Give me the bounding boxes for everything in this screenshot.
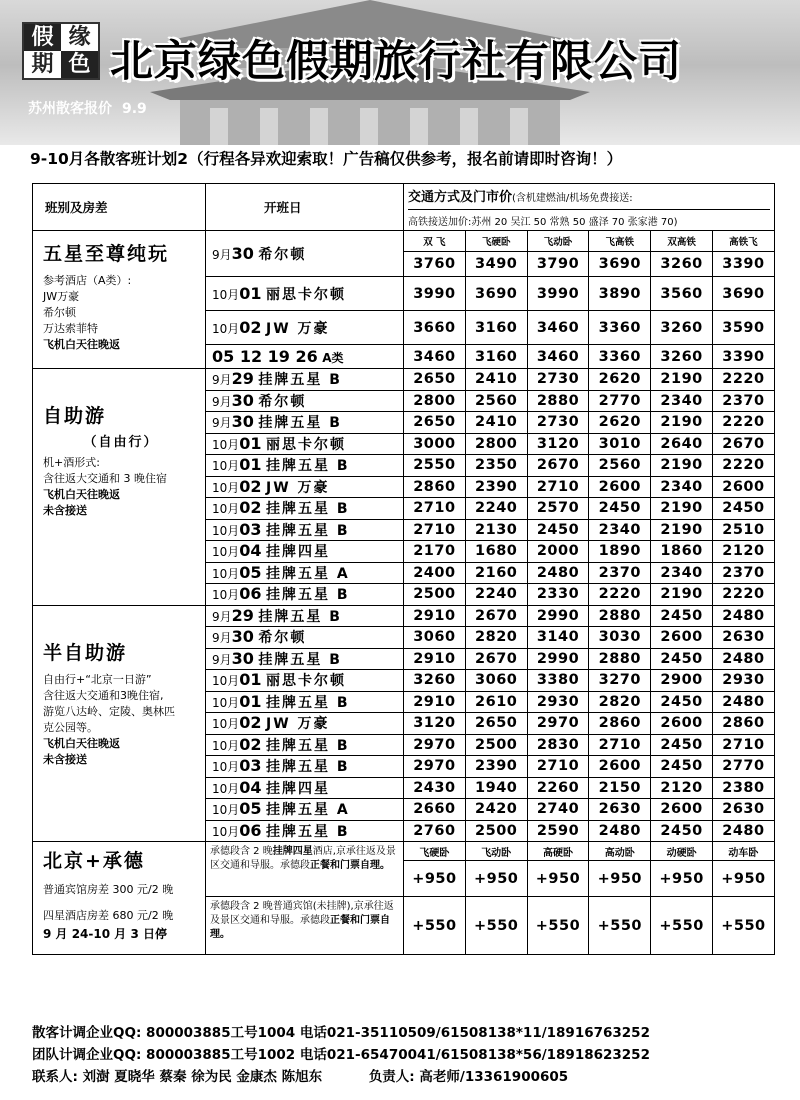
price-cell: 1940 (465, 777, 527, 799)
price-cell: 2420 (465, 799, 527, 821)
price-cell: 3120 (527, 433, 589, 455)
price-cell: 2450 (712, 498, 774, 520)
column-header: 高铁飞 (712, 231, 774, 252)
price-cell: 2770 (712, 756, 774, 778)
page-footer (32, 1022, 650, 1088)
price-cell: 2220 (712, 584, 774, 606)
header-transport-note: (含机建燃油/机场免费接送: (512, 193, 633, 204)
price-cell: 1890 (589, 541, 651, 563)
hotels-label: 参考酒店（A类）: (43, 274, 132, 287)
price-cell: 2190 (651, 584, 713, 606)
price-cell: 2150 (589, 777, 651, 799)
price-cell: 3160 (465, 345, 527, 369)
price-cell: 3890 (589, 277, 651, 311)
price-cell: 3060 (465, 670, 527, 692)
departure-date: 10月05 挂牌五星 A (206, 562, 404, 584)
price-cell: 2630 (589, 799, 651, 821)
price-cell: 2500 (465, 734, 527, 756)
price-cell: +950 (527, 861, 589, 897)
price-cell: 3360 (589, 345, 651, 369)
price-cell: 2000 (527, 541, 589, 563)
price-cell: 2650 (404, 412, 466, 434)
price-cell: 2160 (465, 562, 527, 584)
price-cell: 3590 (712, 311, 774, 345)
price-cell: 2910 (404, 691, 466, 713)
price-cell: 2710 (589, 734, 651, 756)
price-cell: 3460 (404, 345, 466, 369)
footer-contacts: 联系人: 刘澍 夏晓华 蔡秦 徐为民 金康杰 陈旭东 (32, 1069, 323, 1085)
chengde-dates: 9 月 24-10 月 3 日停 (43, 927, 167, 941)
price-cell: 2480 (712, 691, 774, 713)
column-header: 高硬卧 (527, 842, 589, 861)
price-cell: 2860 (589, 713, 651, 735)
chengde-line1: 普通宾馆房差 300 元/2 晚 (43, 883, 174, 896)
price-cell: +950 (404, 861, 466, 897)
price-cell: 2130 (465, 519, 527, 541)
price-cell: 2710 (712, 734, 774, 756)
departure-date: 9月30 挂牌五星 B (206, 648, 404, 670)
price-cell: 3260 (651, 345, 713, 369)
price-cell: 2630 (712, 799, 774, 821)
price-cell: 2600 (589, 476, 651, 498)
price-cell: 2660 (404, 799, 466, 821)
price-cell: +550 (404, 897, 466, 955)
schedule-subtitle: 9-10月各散客班计划2（行程各异欢迎索取！广告稿仅供参考，报名前请即时咨询！） (30, 150, 623, 168)
column-header: 动硬卧 (651, 842, 713, 861)
price-cell: 2970 (404, 756, 466, 778)
header-transport-title: 交通方式及门市价 (408, 190, 513, 205)
price-cell: 3260 (404, 670, 466, 692)
price-cell: 2450 (589, 498, 651, 520)
category-desc: 自由行+“北京一日游” 含往返大交通和3晚住宿, 游览八达岭、定陵、奥林匹 克公园等。 (43, 672, 175, 734)
price-cell: 2820 (465, 627, 527, 649)
price-cell: 2410 (465, 412, 527, 434)
price-cell: 2710 (404, 498, 466, 520)
price-label-text: 苏州散客报价 (28, 101, 112, 117)
category-title: 北京+承德 (43, 850, 145, 872)
price-cell: 2600 (651, 799, 713, 821)
footer-manager: 负责人: 高老师/13361900605 (368, 1069, 569, 1085)
price-cell: 2390 (465, 756, 527, 778)
price-cell: 2190 (651, 369, 713, 391)
price-cell: 2500 (465, 820, 527, 842)
page-header (0, 0, 800, 145)
price-cell: 2670 (712, 433, 774, 455)
price-cell: 2510 (712, 519, 774, 541)
price-cell: 3490 (465, 252, 527, 277)
price-cell: 2880 (527, 390, 589, 412)
category-note: 飞机白天往晚返 (43, 338, 120, 351)
company-logo (22, 22, 100, 80)
price-cell: 2220 (712, 412, 774, 434)
price-cell: 2370 (712, 390, 774, 412)
category-chengde (33, 842, 206, 955)
price-cell: 2220 (712, 455, 774, 477)
price-cell: 2760 (404, 820, 466, 842)
departure-date: 9月29 挂牌五星 B (206, 605, 404, 627)
price-cell: 2710 (527, 476, 589, 498)
price-cell: 2620 (589, 369, 651, 391)
price-cell: 3010 (589, 433, 651, 455)
column-header: 飞硬卧 (465, 231, 527, 252)
logo-char: 期 (31, 51, 54, 77)
price-label (28, 98, 147, 118)
price-cell: 3160 (465, 311, 527, 345)
price-cell: 3460 (527, 345, 589, 369)
price-cell: 2800 (465, 433, 527, 455)
price-cell: 3140 (527, 627, 589, 649)
price-cell: 2900 (651, 670, 713, 692)
departure-date: 10月04 挂牌四星 (206, 541, 404, 563)
departure-date: 10月04 挂牌四星 (206, 777, 404, 799)
price-cell: 2910 (404, 648, 466, 670)
price-cell: 2970 (527, 713, 589, 735)
price-cell: 2620 (589, 412, 651, 434)
column-header: 飞硬卧 (404, 842, 466, 861)
price-cell: 2340 (651, 562, 713, 584)
category-note: 飞机白天往晚返 (43, 488, 120, 501)
category-subtitle: （自由行） (83, 435, 159, 450)
table-header-row (33, 184, 775, 231)
table-row (33, 605, 775, 627)
price-cell: 2550 (404, 455, 466, 477)
departure-date: 9月30 挂牌五星 B (206, 412, 404, 434)
price-cell: 2560 (589, 455, 651, 477)
departure-date: 10月03 挂牌五星 B (206, 519, 404, 541)
price-cell: 3260 (651, 311, 713, 345)
price-cell: +550 (651, 897, 713, 955)
category-five-star (33, 231, 206, 369)
price-cell: 2170 (404, 541, 466, 563)
price-cell: 2120 (651, 777, 713, 799)
departure-date: 10月05 挂牌五星 A (206, 799, 404, 821)
category-note: 未含接送 (43, 504, 87, 517)
price-cell: 2350 (465, 455, 527, 477)
price-cell: 3760 (404, 252, 466, 277)
table-row (33, 231, 775, 252)
price-cell: 3380 (527, 670, 589, 692)
category-title: 自助游 (43, 405, 107, 427)
price-cell: 2430 (404, 777, 466, 799)
price-cell: 2480 (712, 605, 774, 627)
price-cell: 1860 (651, 541, 713, 563)
price-cell: +950 (651, 861, 713, 897)
price-cell: 3690 (712, 277, 774, 311)
table-row (33, 369, 775, 391)
price-cell: 2120 (712, 541, 774, 563)
price-cell: +550 (465, 897, 527, 955)
price-cell: 2860 (712, 713, 774, 735)
departure-date: 05 12 19 26 A类 (206, 345, 404, 369)
footer-contacts-row (32, 1066, 650, 1088)
departure-date: 9月29 挂牌五星 B (206, 369, 404, 391)
price-cell: 2600 (651, 627, 713, 649)
price-cell: 2340 (651, 390, 713, 412)
chengde-option-1: 承德段含 2 晚挂牌四星酒店,京承往返及景区交通和导服。承德段正餐和门票自理。 (206, 842, 404, 897)
price-cell: 3390 (712, 345, 774, 369)
price-cell: 2990 (527, 605, 589, 627)
price-cell: 2670 (527, 455, 589, 477)
price-cell: 3990 (404, 277, 466, 311)
price-cell: 2880 (589, 605, 651, 627)
price-cell: 2260 (527, 777, 589, 799)
company-name: 北京绿色假期旅行社有限公司 (110, 37, 682, 87)
price-cell: 2590 (527, 820, 589, 842)
price-cell: 2380 (712, 777, 774, 799)
header-rail-surcharge: 高铁接送加价:苏州 20 吴江 50 常熟 50 盛泽 70 张家港 70) (408, 209, 770, 228)
semi-guided-section (33, 605, 775, 842)
category-title: 五星至尊纯玩 (43, 243, 170, 265)
price-cell: 2610 (465, 691, 527, 713)
departure-date: 10月02 JW 万豪 (206, 713, 404, 735)
departure-date: 10月03 挂牌五星 B (206, 756, 404, 778)
price-cell: 2240 (465, 584, 527, 606)
price-cell: 2330 (527, 584, 589, 606)
price-cell: 2370 (712, 562, 774, 584)
hotels-list: JW万豪 希尔顿 万达索菲特 (43, 290, 98, 335)
logo-char: 缘 (68, 24, 91, 50)
price-cell: 2930 (527, 691, 589, 713)
price-cell: 2970 (404, 734, 466, 756)
price-cell: 2190 (651, 455, 713, 477)
price-cell: 2450 (651, 820, 713, 842)
price-cell: 2910 (404, 605, 466, 627)
price-cell: 2670 (465, 605, 527, 627)
price-cell: 2930 (712, 670, 774, 692)
column-header: 飞动卧 (527, 231, 589, 252)
departure-date: 10月01 丽思卡尔顿 (206, 670, 404, 692)
price-cell: 2410 (465, 369, 527, 391)
price-cell: 3790 (527, 252, 589, 277)
category-note: 未含接送 (43, 752, 87, 766)
price-cell: 2450 (651, 691, 713, 713)
price-cell: 3690 (589, 252, 651, 277)
departure-date: 10月02 挂牌五星 B (206, 734, 404, 756)
price-cell: 2190 (651, 498, 713, 520)
footer-line1: 散客计调企业QQ: 800003885工号1004 电话021-35110509/61508138*11/18916763252 (32, 1025, 650, 1041)
price-cell: 2640 (651, 433, 713, 455)
footer-line2: 团队计调企业QQ: 800003885工号1002 电话021-65470041/61508138*56/18918623252 (32, 1047, 650, 1063)
price-cell: 3990 (527, 277, 589, 311)
price-cell: 2990 (527, 648, 589, 670)
price-cell: 2450 (527, 519, 589, 541)
price-cell: 2480 (712, 820, 774, 842)
price-cell: 2500 (404, 584, 466, 606)
category-title: 半自助游 (43, 641, 128, 664)
price-cell: 2650 (404, 369, 466, 391)
departure-date: 10月01 丽思卡尔顿 (206, 277, 404, 311)
category-desc: 机+酒形式: 含往返大交通和 3 晚住宿 (43, 456, 167, 485)
price-cell: 2450 (651, 605, 713, 627)
header-transport (404, 184, 775, 231)
price-cell: 2390 (465, 476, 527, 498)
price-cell: +550 (589, 897, 651, 955)
price-cell: 2730 (527, 412, 589, 434)
price-table (32, 183, 775, 955)
price-cell: 2480 (712, 648, 774, 670)
price-cell: 3690 (465, 277, 527, 311)
price-cell: 2190 (651, 412, 713, 434)
price-cell: 2600 (651, 713, 713, 735)
price-cell: 1680 (465, 541, 527, 563)
price-cell: 2340 (651, 476, 713, 498)
price-cell: 3260 (651, 252, 713, 277)
departure-date: 10月02 JW 万豪 (206, 311, 404, 345)
logo-char: 色 (61, 51, 98, 78)
price-cell: +550 (527, 897, 589, 955)
price-cell: 3060 (404, 627, 466, 649)
price-cell: 3270 (589, 670, 651, 692)
price-cell: 2220 (712, 369, 774, 391)
header-category: 班别及房差 (33, 184, 206, 231)
price-cell: 3390 (712, 252, 774, 277)
price-cell: 2190 (651, 519, 713, 541)
price-cell: 2730 (527, 369, 589, 391)
column-header: 高动卧 (589, 842, 651, 861)
price-cell: 2630 (712, 627, 774, 649)
price-cell: 2830 (527, 734, 589, 756)
price-cell: 2400 (404, 562, 466, 584)
column-header: 飞高铁 (589, 231, 651, 252)
price-cell: 2820 (589, 691, 651, 713)
departure-date: 10月06 挂牌五星 B (206, 584, 404, 606)
category-semi_guided (33, 605, 206, 842)
departure-date: 9月30 希尔顿 (206, 627, 404, 649)
table-row (33, 842, 775, 861)
departure-date: 9月30 希尔顿 (206, 390, 404, 412)
category-note: 飞机白天往晚返 (43, 736, 120, 750)
departure-date: 10月02 挂牌五星 B (206, 498, 404, 520)
price-cell: 2600 (712, 476, 774, 498)
price-cell: 3560 (651, 277, 713, 311)
price-cell: 2480 (589, 820, 651, 842)
price-cell: 3660 (404, 311, 466, 345)
departure-date: 10月01 丽思卡尔顿 (206, 433, 404, 455)
column-header: 双 飞 (404, 231, 466, 252)
price-cell: 2880 (589, 648, 651, 670)
price-cell: 2560 (465, 390, 527, 412)
departure-date: 10月01 挂牌五星 B (206, 691, 404, 713)
price-date: 9.9 (122, 101, 147, 117)
price-cell: 2480 (527, 562, 589, 584)
column-header: 飞动卧 (465, 842, 527, 861)
chengde-option-2: 承德段含 2 晚普通宾馆(未挂牌),京承往返及景区交通和导服。承德段正餐和门票自理。 (206, 897, 404, 955)
header-departure: 开班日 (206, 184, 404, 231)
price-cell: +550 (712, 897, 774, 955)
price-cell: 2450 (651, 734, 713, 756)
price-cell: 2370 (589, 562, 651, 584)
price-cell: 2710 (527, 756, 589, 778)
price-cell: 2450 (651, 648, 713, 670)
departure-date: 9月30 希尔顿 (206, 231, 404, 277)
price-cell: +950 (589, 861, 651, 897)
self-guided-section (33, 369, 775, 606)
price-cell: 3000 (404, 433, 466, 455)
price-cell: 2800 (404, 390, 466, 412)
price-cell: 2670 (465, 648, 527, 670)
price-cell: +950 (465, 861, 527, 897)
column-header: 动车卧 (712, 842, 774, 861)
chengde-line2: 四星酒店房差 680 元/2 晚 (43, 909, 174, 922)
price-cell: 3360 (589, 311, 651, 345)
departure-date: 10月06 挂牌五星 B (206, 820, 404, 842)
price-cell: 2240 (465, 498, 527, 520)
departure-date: 10月02 JW 万豪 (206, 476, 404, 498)
price-cell: 2650 (465, 713, 527, 735)
price-cell: 2340 (589, 519, 651, 541)
price-cell: 2220 (589, 584, 651, 606)
price-cell: 3120 (404, 713, 466, 735)
price-cell: 2770 (589, 390, 651, 412)
price-cell: 3030 (589, 627, 651, 649)
category-self_guided (33, 369, 206, 606)
column-header: 双高铁 (651, 231, 713, 252)
price-cell: 2710 (404, 519, 466, 541)
price-cell: 2570 (527, 498, 589, 520)
price-cell: 3460 (527, 311, 589, 345)
price-cell: 2860 (404, 476, 466, 498)
price-cell: 2600 (589, 756, 651, 778)
price-cell: +950 (712, 861, 774, 897)
logo-char: 假 (24, 24, 61, 51)
departure-date: 10月01 挂牌五星 B (206, 455, 404, 477)
price-cell: 2740 (527, 799, 589, 821)
price-cell: 2450 (651, 756, 713, 778)
